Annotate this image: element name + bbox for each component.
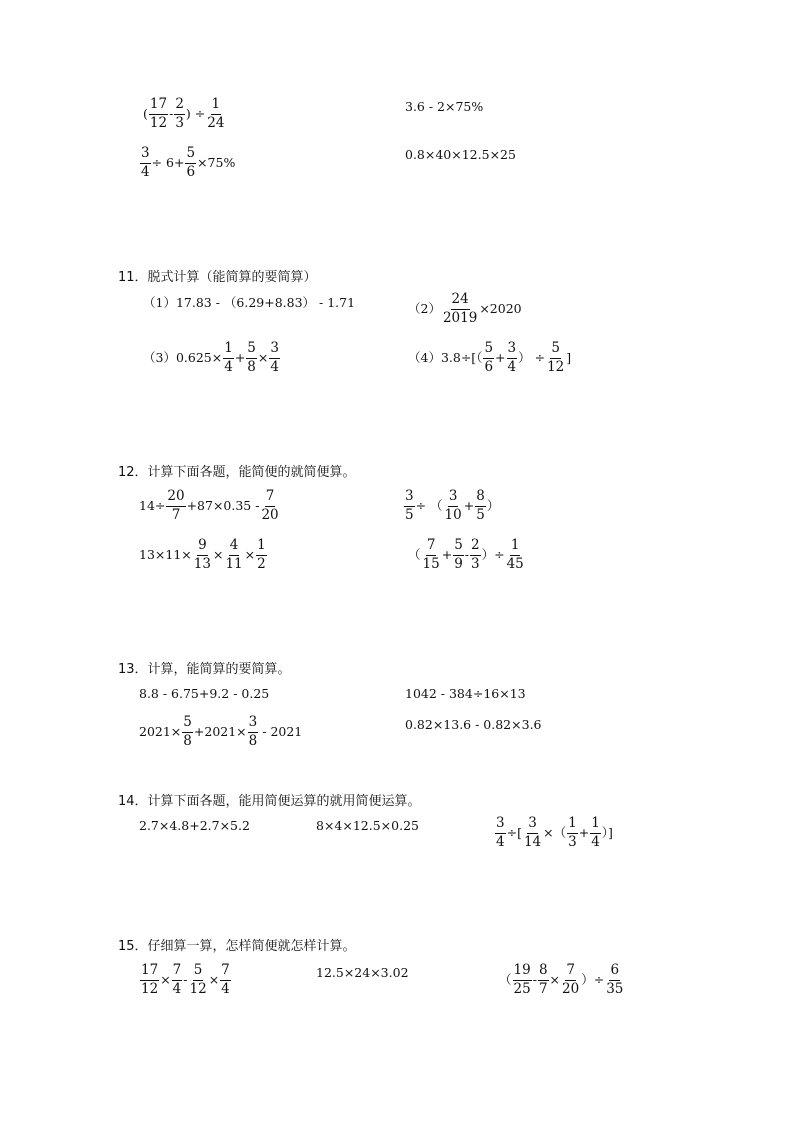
q13-expr-d: 0.82×13.6 - 0.82×3.6 (405, 717, 542, 732)
expr-top-4: 0.8×40×12.5×25 (405, 147, 516, 162)
fraction: $\frac{1}{24}$ (207, 96, 225, 131)
fraction: $\frac{8}{7}$ (538, 962, 548, 997)
fraction: $\frac{7}{20}$ (562, 962, 580, 997)
fraction: $\frac{5}{12}$ (189, 962, 207, 997)
q13-expr-a: 8.8 - 6.75+9.2 - 0.25 (139, 686, 270, 701)
fraction: $\frac{8}{5}$ (476, 488, 485, 523)
fraction: $\frac{3}{4}$ (507, 340, 517, 375)
q12-expr-c: 13×11× $\frac{9}{13}$ × $\frac{4}{11}$ × $\frac{1}{2}$ (139, 537, 266, 572)
fraction: $\frac{3}{8}$ (248, 714, 258, 749)
fraction: $\frac{24}{2019}$ (442, 291, 478, 326)
fraction: $\frac{17}{12}$ (141, 962, 159, 997)
fraction: $\frac{17}{12}$ (149, 96, 168, 131)
fraction: $\frac{1}{45}$ (506, 537, 524, 572)
fraction: $\frac{19}{25}$ (513, 962, 531, 997)
fraction: $\frac{7}{4}$ (221, 962, 230, 997)
q15-expr-b: 12.5×24×3.02 (316, 965, 409, 980)
expr-top-3: $\frac{3}{4}$ ÷ 6+ $\frac{5}{6}$ ×75% (141, 145, 236, 180)
q14-expr-b: 8×4×12.5×0.25 (316, 818, 419, 833)
question-11-title: 11．脱式计算（能简算的要简算） (118, 270, 317, 285)
fraction: $\frac{1}{3}$ (568, 815, 577, 850)
fraction: $\frac{5}{8}$ (247, 340, 256, 375)
q14-expr-c: $\frac{3}{4}$ ÷[ $\frac{3}{14}$ ×（ $\frac{1}{3}$ + $\frac{1}{4}$ ）] (496, 815, 613, 850)
question-13-title: 13．计算，能简算的要简算。 (118, 662, 291, 677)
fraction: $\frac{2}{3}$ (175, 96, 184, 131)
fraction: $\frac{3}{4}$ (496, 815, 505, 850)
q11-part-1: （1）17.83 - （6.29+8.83） - 1.71 (143, 295, 356, 310)
q11-part-2: （2） $\frac{24}{2019}$ ×2020 (408, 291, 522, 326)
q15-expr-c: （ $\frac{19}{25}$ - $\frac{8}{7}$ × $\frac{7}{20}$ ）÷ $\frac{6}{35}$ (499, 962, 624, 997)
q13-expr-c: 2021× $\frac{5}{8}$ +2021× $\frac{3}{8}$ - 2021 (139, 714, 303, 749)
fraction: $\frac{7}{15}$ (422, 537, 440, 572)
fraction: $\frac{1}{4}$ (224, 340, 233, 375)
question-15-title: 15．仔细算一算，怎样简便就怎样计算。 (118, 939, 356, 954)
fraction: $\frac{3}{5}$ (405, 488, 414, 523)
q11-part-3: （3）0.625× $\frac{1}{4}$ + $\frac{5}{8}$ × $\frac{3}{4}$ (143, 340, 279, 375)
fraction: $\frac{7}{4}$ (172, 962, 182, 997)
q14-expr-a: 2.7×4.8+2.7×5.2 (139, 818, 250, 833)
fraction: $\frac{5}{8}$ (183, 714, 192, 749)
fraction: $\frac{5}{6}$ (186, 145, 196, 180)
q15-expr-a: $\frac{17}{12}$ × $\frac{7}{4}$ - $\frac{5}{12}$ × $\frac{7}{4}$ (141, 962, 230, 997)
fraction: $\frac{9}{13}$ (193, 537, 211, 572)
fraction: $\frac{1}{2}$ (257, 537, 266, 572)
q12-expr-d: （ $\frac{7}{15}$ + $\frac{5}{9}$ - $\frac{2}{3}$ ）÷ $\frac{1}{45}$ (408, 537, 524, 572)
q12-expr-b: $\frac{3}{5}$ ÷ （ $\frac{3}{10}$ + $\frac{8}{5}$ ） (405, 488, 500, 523)
fraction: $\frac{3}{10}$ (444, 488, 462, 523)
fraction: $\frac{1}{4}$ (591, 815, 600, 850)
q11-part-4: （4）3.8÷[（ $\frac{5}{6}$ + $\frac{3}{4}$ ） ÷ $\frac{5}{12}$ ] (408, 340, 572, 375)
q12-expr-a: 14÷ $\frac{20}{7}$ +87×0.35 - $\frac{7}{20}$ (139, 488, 279, 523)
fraction: $\frac{5}{9}$ (454, 537, 463, 572)
fraction: $\frac{5}{6}$ (484, 340, 494, 375)
fraction: $\frac{5}{12}$ (547, 340, 565, 375)
fraction: $\frac{2}{3}$ (471, 537, 480, 572)
q13-expr-b: 1042 - 384÷16×13 (405, 686, 526, 701)
fraction: $\frac{4}{11}$ (225, 537, 243, 572)
fraction: $\frac{3}{14}$ (523, 815, 542, 850)
question-12-title: 12．计算下面各题，能简便的就简便算。 (118, 465, 356, 480)
fraction: $\frac{6}{35}$ (606, 962, 624, 997)
expr-top-2: 3.6 - 2×75% (405, 99, 484, 114)
fraction: $\frac{3}{4}$ (141, 145, 150, 180)
fraction: $\frac{20}{7}$ (167, 488, 185, 523)
question-14-title: 14．计算下面各题，能用简便运算的就用简便运算。 (118, 794, 421, 809)
expr-top-1: ( $\frac{17}{12}$ - $\frac{2}{3}$ ) ÷ $\frac{1}{24}$ (143, 96, 225, 131)
fraction: $\frac{3}{4}$ (270, 340, 279, 375)
fraction: $\frac{7}{20}$ (261, 488, 279, 523)
